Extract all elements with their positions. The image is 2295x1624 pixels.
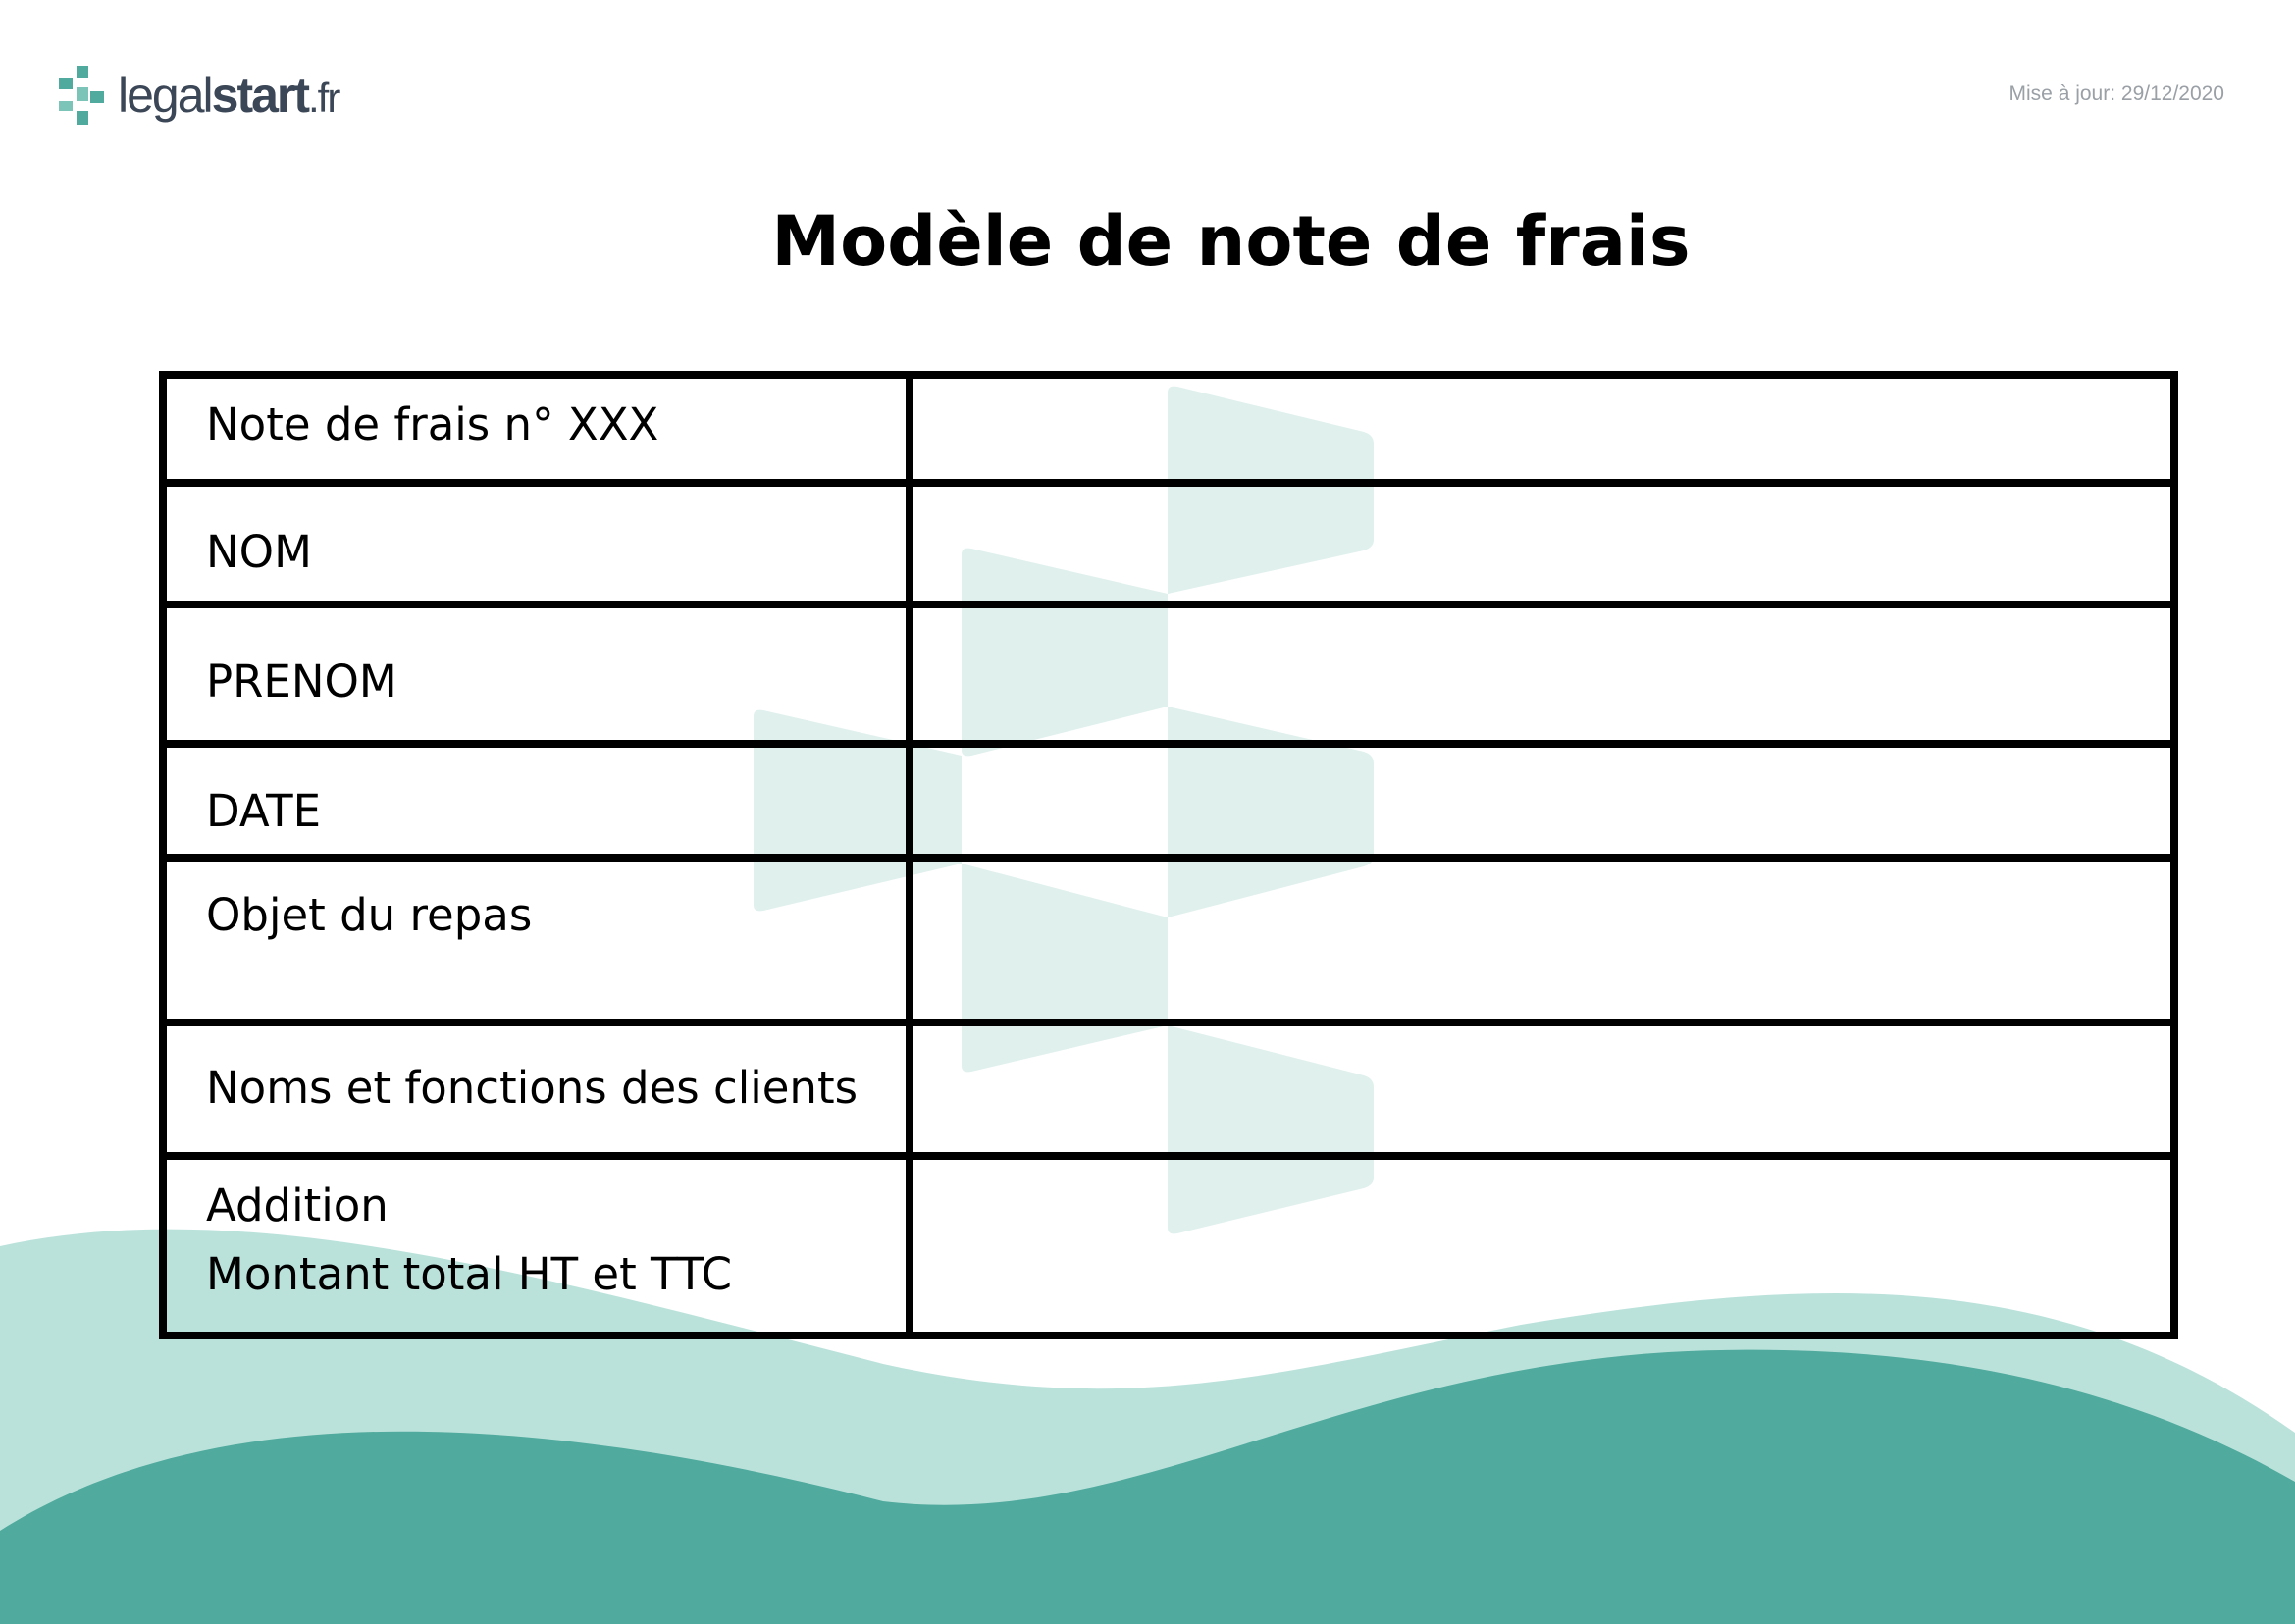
expense-form-table [159, 371, 2178, 1339]
table-row [163, 858, 2174, 1022]
logo-text-legal: legal [118, 68, 212, 123]
page-title: Modèle de note de frais [771, 201, 1691, 282]
first-name-field[interactable] [910, 604, 2174, 744]
logo-text-tld: .fr [308, 75, 339, 121]
legalstart-logo-icon [59, 64, 108, 127]
first-name-label: PRENOM [163, 604, 910, 744]
table-row [163, 1022, 2174, 1156]
expense-number-label: Note de frais n° XXX [163, 375, 910, 483]
last-name-label: NOM [163, 483, 910, 604]
bill-total-field[interactable] [910, 1156, 2174, 1336]
bill-label-line-1: Addition [206, 1179, 389, 1231]
bill-label [163, 1156, 910, 1336]
meal-purpose-field[interactable] [910, 858, 2174, 1022]
logo-wordmark [118, 68, 339, 123]
bill-label-line-2: Montant total HT et TTC [206, 1248, 733, 1300]
legalstart-logo [59, 61, 339, 130]
clients-field[interactable] [910, 1022, 2174, 1156]
expense-number-field[interactable] [910, 375, 2174, 483]
date-field[interactable] [910, 744, 2174, 858]
table-row [163, 375, 2174, 483]
update-date: Mise à jour: 29/12/2020 [2008, 82, 2224, 105]
table-row [163, 483, 2174, 604]
table-row [163, 604, 2174, 744]
last-name-field[interactable] [910, 483, 2174, 604]
table-row [163, 1156, 2174, 1336]
table-row [163, 744, 2174, 858]
logo-text-start: start [211, 68, 309, 123]
meal-purpose-label: Objet du repas [163, 858, 910, 1022]
date-label: DATE [163, 744, 910, 858]
clients-label: Noms et fonctions des clients [163, 1022, 910, 1156]
